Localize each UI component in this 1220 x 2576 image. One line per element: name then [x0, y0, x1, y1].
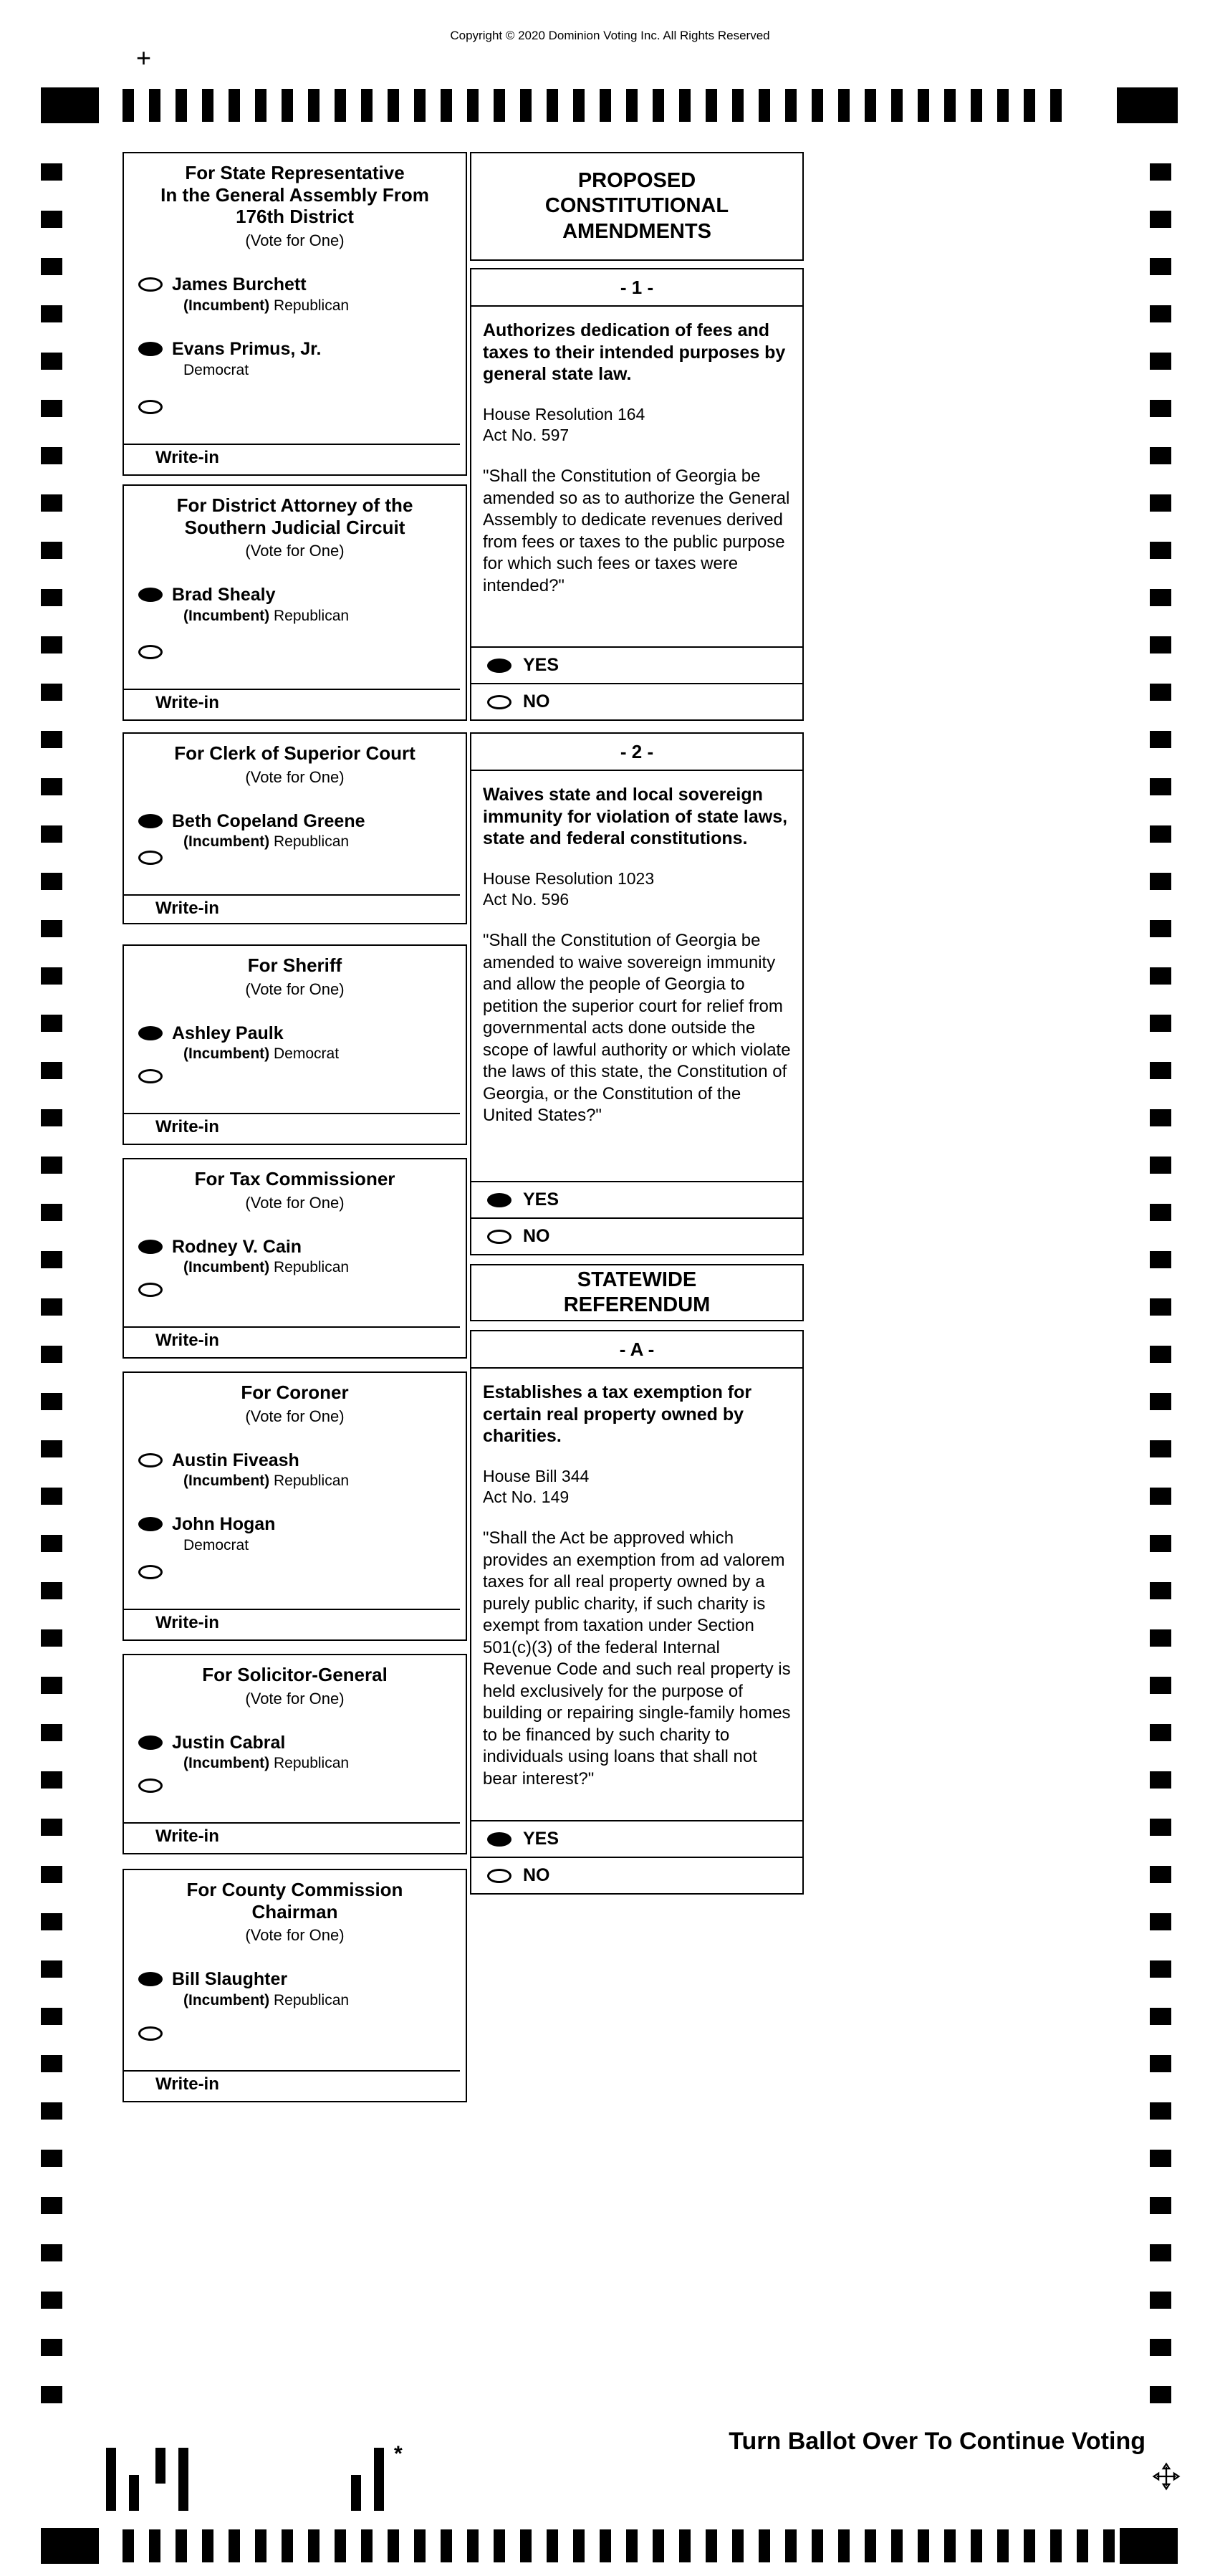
yes-label: YES [523, 1189, 559, 1210]
candidate-text [172, 339, 321, 379]
contest-solicitor-general [123, 1654, 467, 1854]
contest-district-attorney [123, 484, 467, 721]
write-in-line[interactable] [124, 1113, 460, 1114]
barcode-bar [374, 2448, 384, 2511]
contest-county-commission-chairman [123, 1869, 467, 2102]
header-line: REFERENDUM [563, 1293, 711, 1316]
party-label: Democrat [183, 361, 249, 378]
write-in-oval-row [138, 1283, 466, 1301]
header-line: PROPOSED [577, 168, 696, 192]
no-oval[interactable] [487, 1230, 511, 1244]
header-line: AMENDMENTS [562, 219, 711, 243]
party-label: Republican [274, 833, 350, 851]
write-in-area [124, 851, 466, 924]
party-label: Democrat [274, 1045, 340, 1063]
candidate-row [138, 274, 457, 315]
candidate-name: Austin Fiveash [172, 1450, 299, 1470]
write-in-line[interactable] [124, 1609, 460, 1610]
incumbent-label: (Incumbent) [183, 1045, 270, 1063]
contest-header [124, 946, 466, 999]
write-in-oval[interactable] [138, 1565, 163, 1579]
write-in-label: Write-in [155, 1117, 219, 1136]
vote-oval[interactable] [138, 277, 163, 292]
write-in-line[interactable] [124, 2070, 460, 2072]
timing-block-bottom-right [1120, 2528, 1178, 2564]
yes-no-block [471, 1820, 802, 1893]
write-in-oval-row [138, 400, 466, 418]
yes-row [471, 1821, 802, 1857]
write-in-oval[interactable] [138, 645, 163, 659]
contest-title: 176th District [236, 206, 354, 228]
candidate-party [183, 1473, 349, 1490]
write-in-line[interactable] [124, 1326, 460, 1328]
candidate-row [138, 1969, 457, 2009]
write-in-oval[interactable] [138, 1283, 163, 1297]
no-oval[interactable] [487, 1869, 511, 1883]
write-in-label: Write-in [155, 899, 219, 919]
incumbent-label: (Incumbent) [183, 608, 270, 625]
barcode-bar [178, 2448, 188, 2511]
amendment-1-box [470, 268, 804, 721]
party-label: Democrat [183, 1537, 249, 1554]
write-in-label: Write-in [155, 448, 219, 467]
contest-title: For Sheriff [247, 954, 342, 976]
candidate-row [138, 1733, 457, 1773]
contest-title: Southern Judicial Circuit [184, 516, 405, 538]
write-in-label: Write-in [155, 693, 219, 712]
contest-title: For Tax Commissioner [194, 1168, 395, 1189]
registration-plus-mark: + [136, 43, 152, 72]
candidate-text [172, 1237, 349, 1277]
amendment-2-box [470, 732, 804, 1255]
candidate-name: Justin Cabral [172, 1732, 286, 1753]
header-line: CONSTITUTIONAL [544, 194, 729, 218]
contest-sheriff [123, 944, 467, 1145]
contest-title: For Coroner [241, 1382, 349, 1403]
measure-number: - A - [471, 1331, 802, 1369]
candidate-row [138, 811, 457, 851]
write-in-area [124, 1778, 466, 1853]
incumbent-label: (Incumbent) [183, 1992, 270, 2009]
no-label: NO [523, 1865, 550, 1885]
write-in-oval-row [138, 851, 466, 868]
contest-header [124, 1373, 466, 1426]
measure-body [471, 307, 802, 719]
vote-instruction: (Vote for One) [245, 1407, 345, 1425]
candidate-party [183, 608, 349, 625]
timing-block-top-right [1117, 87, 1178, 123]
write-in-line[interactable] [124, 894, 460, 896]
write-in-oval-row [138, 1069, 466, 1087]
write-in-oval[interactable] [138, 851, 163, 865]
measure-reference: House Resolution 1023 [483, 868, 655, 888]
write-in-line[interactable] [124, 689, 460, 690]
measure-body [471, 1369, 802, 1893]
measure-question: "Shall the Constitution of Georgia be amended so as to authorize the General Assembly to dedicate revenues derived from fees or taxes to the public purpose for which such fees or taxes were intended?" [483, 466, 790, 595]
write-in-line[interactable] [124, 444, 460, 445]
timing-marks-right [1150, 163, 1171, 2403]
candidate-name: Brad Shealy [172, 585, 276, 605]
candidate-party [183, 1259, 349, 1276]
barcode-bar [351, 2475, 361, 2511]
vote-instruction: (Vote for One) [245, 1689, 345, 1708]
candidate-party [183, 1992, 349, 2009]
candidate-text [172, 585, 349, 625]
party-label: Republican [274, 297, 350, 314]
no-label: NO [523, 1226, 550, 1246]
barcode-bar [129, 2475, 139, 2511]
measure-question: "Shall the Act be approved which provides an exemption from ad valorem taxes for all real property owned by a purely public charity, if such charity is exempt from taxation under Section 501(c)(3) of the federal Internal Revenue Code and such real property is held exclusively for the purpose of building or repairing single-family homes to be financed by such charity to individuals using loans that shall not bear interest?" [483, 1528, 791, 1789]
write-in-area [124, 1069, 466, 1144]
candidate-name: John Hogan [172, 1514, 276, 1535]
contest-tax-commissioner [123, 1158, 467, 1359]
candidate-name: Bill Slaughter [172, 1969, 288, 1990]
incumbent-label: (Incumbent) [183, 833, 270, 851]
party-label: Republican [274, 1992, 350, 2009]
contest-title: For District Attorney of the [176, 494, 413, 516]
contest-title: For Clerk of Superior Court [174, 742, 416, 764]
turn-ballot-over-text: Turn Ballot Over To Continue Voting [729, 2428, 1145, 2455]
party-label: Republican [274, 1755, 350, 1772]
write-in-area [124, 1283, 466, 1357]
asterisk-mark: * [394, 2442, 403, 2466]
yes-no-block [471, 1181, 802, 1254]
candidate-name: Evans Primus, Jr. [172, 338, 322, 359]
candidate-text [172, 1450, 349, 1490]
move-cursor-icon [1152, 2462, 1181, 2494]
write-in-oval-row [138, 2026, 466, 2044]
candidate-party [183, 1755, 349, 1772]
yes-oval[interactable] [487, 1832, 511, 1847]
measure-reference: House Bill 344 [483, 1466, 590, 1485]
write-in-area [124, 645, 466, 719]
vote-instruction: (Vote for One) [245, 1926, 345, 1945]
measure-number: - 1 - [471, 269, 802, 307]
contest-clerk-superior-court [123, 732, 467, 924]
vote-instruction: (Vote for One) [245, 767, 345, 786]
candidate-party [183, 297, 349, 315]
write-in-label: Write-in [155, 1331, 219, 1350]
write-in-oval[interactable] [138, 2026, 163, 2041]
candidate-row [138, 339, 457, 379]
measure-question: "Shall the Constitution of Georgia be amended to waive sovereign immunity and allow the people of Georgia to petition the superior court for relief from governmental acts done outside the scope of lawful authority or which violate the laws of this state, the Constitution of Georgia, or the Constitution of the United States?" [483, 931, 791, 1126]
write-in-label: Write-in [155, 1826, 219, 1846]
contest-state-representative [123, 152, 467, 476]
timing-marks-top [123, 89, 1062, 122]
no-label: NO [523, 691, 550, 712]
write-in-label: Write-in [155, 2074, 219, 2094]
vote-oval[interactable] [138, 588, 163, 602]
no-row [471, 684, 802, 719]
candidate-text [172, 274, 349, 315]
barcode-bar [155, 2448, 165, 2484]
contest-coroner [123, 1371, 467, 1641]
yes-label: YES [523, 1829, 559, 1849]
candidate-name: Beth Copeland Greene [172, 810, 365, 831]
timing-block-top-left [41, 87, 99, 123]
incumbent-label: (Incumbent) [183, 297, 270, 314]
contest-header [124, 1655, 466, 1708]
contest-title: For Solicitor-General [202, 1664, 388, 1685]
candidate-name: Rodney V. Cain [172, 1236, 302, 1257]
write-in-oval-row [138, 645, 466, 663]
contest-title: Chairman [251, 1900, 338, 1923]
no-oval[interactable] [487, 695, 511, 709]
contest-title: For County Commission [186, 1879, 403, 1900]
vote-oval[interactable] [138, 814, 163, 828]
contest-header [124, 1870, 466, 1945]
contest-title: For State Representative [185, 162, 405, 183]
incumbent-label: (Incumbent) [183, 1259, 270, 1276]
proposed-amendments-header [470, 152, 804, 261]
vote-instruction: (Vote for One) [245, 1193, 345, 1212]
write-in-oval[interactable] [138, 400, 163, 414]
vote-oval[interactable] [138, 1453, 163, 1467]
yes-row [471, 1182, 802, 1217]
candidate-text [172, 1514, 275, 1554]
candidate-text [172, 811, 365, 851]
candidate-party [183, 833, 365, 851]
yes-no-block [471, 646, 802, 719]
write-in-area [124, 2026, 466, 2101]
write-in-oval-row [138, 1778, 466, 1796]
vote-instruction: (Vote for One) [245, 980, 345, 998]
vote-oval[interactable] [138, 1026, 163, 1040]
candidate-row [138, 1514, 457, 1554]
measure-summary: Authorizes dedication of fees and taxes to their intended purposes by general state law. [483, 320, 786, 384]
contest-title: In the General Assembly From [160, 183, 429, 206]
candidate-row [138, 1023, 457, 1063]
vote-instruction: (Vote for One) [245, 542, 345, 560]
candidate-party [183, 362, 321, 379]
measure-body [471, 771, 802, 1254]
referendum-a-box [470, 1330, 804, 1895]
measure-summary: Waives state and local sovereign immunity for violation of state laws, state and federal constitutions. [483, 785, 788, 848]
yes-row [471, 648, 802, 683]
no-row [471, 1858, 802, 1893]
vote-oval[interactable] [138, 1735, 163, 1750]
write-in-label: Write-in [155, 1613, 219, 1632]
candidate-text [172, 1733, 349, 1773]
candidate-row [138, 585, 457, 625]
party-label: Republican [274, 1259, 350, 1276]
yes-oval[interactable] [487, 659, 511, 673]
contest-header [124, 734, 466, 787]
write-in-oval[interactable] [138, 1778, 163, 1793]
measure-reference: Act No. 596 [483, 889, 570, 909]
measure-number: - 2 - [471, 734, 802, 771]
timing-marks-bottom [123, 2529, 1115, 2562]
barcode-bar [106, 2448, 116, 2511]
write-in-area [124, 1565, 466, 1639]
statewide-referendum-header [470, 1264, 804, 1321]
contest-header [124, 486, 466, 560]
write-in-line[interactable] [124, 1822, 460, 1824]
candidate-party [183, 1045, 339, 1063]
write-in-area [124, 400, 466, 474]
candidate-row [138, 1237, 457, 1277]
measure-summary: Establishes a tax exemption for certain real property owned by charities. [483, 1382, 752, 1446]
measure-reference: House Resolution 164 [483, 404, 645, 423]
candidate-name: James Burchett [172, 274, 307, 295]
measure-reference: Act No. 597 [483, 425, 570, 444]
copyright-line: Copyright © 2020 Dominion Voting Inc. All Rights Reserved [450, 29, 770, 42]
yes-oval[interactable] [487, 1193, 511, 1207]
timing-marks-left [41, 163, 62, 2403]
vote-instruction: (Vote for One) [245, 231, 345, 250]
no-row [471, 1219, 802, 1254]
party-label: Republican [274, 608, 350, 625]
candidate-text [172, 1969, 349, 2009]
candidate-row [138, 1450, 457, 1490]
candidate-name: Ashley Paulk [172, 1023, 284, 1043]
yes-label: YES [523, 655, 559, 675]
vote-oval[interactable] [138, 1517, 163, 1531]
party-label: Republican [274, 1473, 350, 1490]
contest-header [124, 1159, 466, 1212]
write-in-oval-row [138, 1565, 466, 1583]
candidate-party [183, 1537, 275, 1554]
measure-reference: Act No. 149 [483, 1487, 570, 1506]
candidate-text [172, 1023, 339, 1063]
timing-block-bottom-left [41, 2528, 99, 2564]
vote-oval[interactable] [138, 1240, 163, 1254]
contest-header [124, 153, 466, 250]
vote-oval[interactable] [138, 1972, 163, 1986]
vote-oval[interactable] [138, 342, 163, 356]
write-in-oval[interactable] [138, 1069, 163, 1083]
incumbent-label: (Incumbent) [183, 1755, 270, 1772]
incumbent-label: (Incumbent) [183, 1473, 270, 1490]
header-line: STATEWIDE [577, 1268, 697, 1291]
